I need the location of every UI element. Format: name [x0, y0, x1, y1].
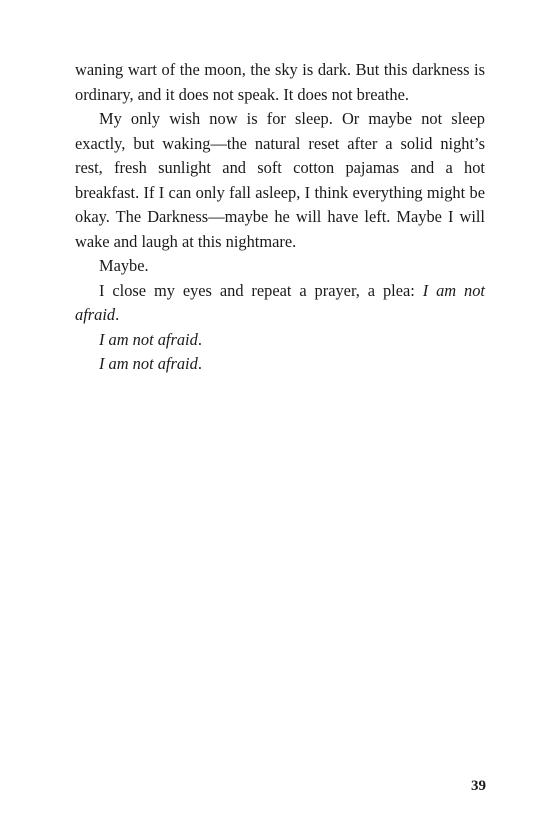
paragraph-4-italic: I am not afraid	[75, 280, 485, 324]
paragraph-4	[75, 279, 485, 328]
paragraph-6-italic: I am not afraid	[99, 354, 198, 373]
paragraph-5-italic: I am not afraid	[99, 329, 198, 349]
paragraph-2: My only wish now is for sleep. Or maybe not sleep exactly, but waking—the natural reset after a solid night’s rest, fresh sunlight and soft cotton pajamas and a hot breakfast. If I can only fall asleep, I think everything might be okay. The Darkness—maybe he will have left. Maybe I will wake and laugh at this nightmare.	[75, 109, 485, 251]
paragraph-3: Maybe.	[99, 256, 149, 275]
body-text	[75, 58, 485, 377]
paragraph-4-end: .	[115, 305, 120, 324]
paragraph-5-end: .	[197, 329, 202, 349]
page-number: 39	[471, 778, 486, 794]
paragraph-6-end: .	[197, 354, 202, 373]
paragraph-4-lead: I close my eyes and repeat a prayer, a plea:	[99, 280, 423, 300]
paragraph-5	[75, 328, 485, 353]
paragraph-6	[75, 352, 485, 377]
paragraph-1: waning wart of the moon, the sky is dark. But this darkness is ordinary, and it does not speak. It does not breathe.	[75, 60, 485, 104]
